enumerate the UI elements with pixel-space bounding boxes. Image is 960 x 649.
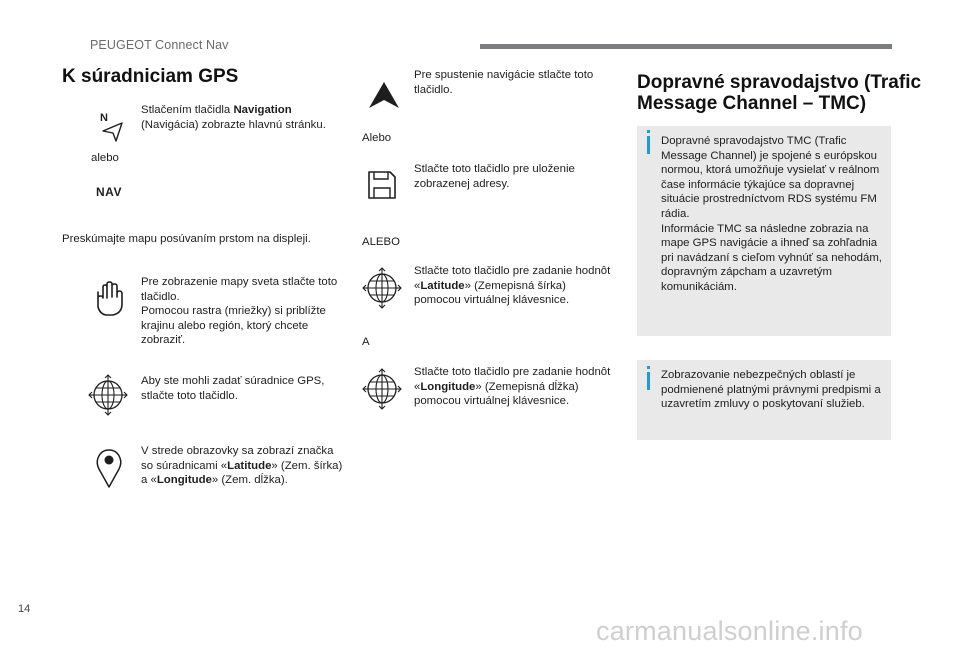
longitude-globe-icon <box>362 367 402 411</box>
save-address-instruction: Stlačte toto tlačidlo pre uloženie zobrazenej adresy. <box>414 163 575 190</box>
compass-n-letter: N <box>100 112 108 124</box>
page-number: 14 <box>18 603 31 615</box>
world-map-instruction: Pre zobrazenie mapy sveta stlačte toto tlačidlo. Pomocou rastra (mriežky) si priblížte krajinu alebo región, ktorý chcete zobraziť. <box>141 276 338 347</box>
info-dot-icon-2 <box>647 366 650 369</box>
info-bar-icon-2 <box>647 372 650 390</box>
map-marker-icon <box>94 447 124 489</box>
globe-grid-icon <box>88 373 128 417</box>
longitude-instruction: Stlačte toto tlačidlo pre zadanie hodnôt «Longitude» (Zemepisná dĺžka) pomocou virtuálnej klávesnice. <box>414 366 611 408</box>
tmc-info-box <box>637 126 891 336</box>
a-label: A <box>362 336 370 348</box>
nav-button-label: NAV <box>96 185 122 199</box>
save-floppy-icon <box>366 169 398 201</box>
latitude-globe-icon <box>362 266 402 310</box>
navigation-instruction: Stlačením tlačidla Navigation (Navigácia) zobrazte hlavnú stránku. <box>141 104 326 131</box>
watermark: carmanualsonline.info <box>596 616 863 646</box>
document-header: PEUGEOT Connect Nav <box>90 38 229 52</box>
section-title-gps: K súradniciam GPS <box>62 66 239 87</box>
alebo-label: alebo <box>91 152 119 164</box>
info-bar-icon <box>647 136 650 154</box>
section-title-tmc: Dopravné spravodajstvo (Trafic Message Channel – TMC) <box>637 72 922 114</box>
marker-coordinates-text: V strede obrazovky sa zobrazí značka so súradnicami «Latitude» (Zem. šírka) a «Longitude» (Zem. dĺžka). <box>141 445 343 487</box>
start-navigation-instruction: Pre spustenie navigácie stlačte toto tlačidlo. <box>414 69 594 96</box>
alebo-caps-label: ALEBO <box>362 236 400 248</box>
navigation-arrow-icon <box>367 80 401 110</box>
header-divider-bar <box>480 44 892 49</box>
alebo-label-2: Alebo <box>362 132 392 144</box>
gps-coordinates-instruction: Aby ste mohli zadať súradnice GPS, stlačte toto tlačidlo. <box>141 375 325 402</box>
explore-map-text: Preskúmajte mapu posúvaním prstom na displeji. <box>62 233 311 245</box>
tmc-info-text: Dopravné spravodajstvo TMC (Trafic Message Channel) je spojené s európskou normou, ktorá umožňuje vysielať v reálnom čase informácie týkajúce sa dopravnej situácie prostredníctvom RDS systému FM rádia. Informácie TMC sa následne zobrazia na mape GPS navigácie a ihneď sa zohľadnia pri navádzaní s cieľom vyhnúť sa nehodám, dopravným zápcham a uzavretým komunikáciám. <box>661 135 882 293</box>
hand-grab-icon <box>92 280 130 318</box>
danger-zones-info-box <box>637 360 891 440</box>
latitude-instruction: Stlačte toto tlačidlo pre zadanie hodnôt «Latitude» (Zemepisná šírka) pomocou virtuálnej klávesnice. <box>414 265 611 307</box>
navigation-compass-icon <box>99 111 125 143</box>
info-dot-icon <box>647 130 650 133</box>
danger-zones-text: Zobrazovanie nebezpečných oblastí je podmienené platnými právnymi predpismi a uzavretím zmluvy o poskytovaní služieb. <box>661 369 881 411</box>
